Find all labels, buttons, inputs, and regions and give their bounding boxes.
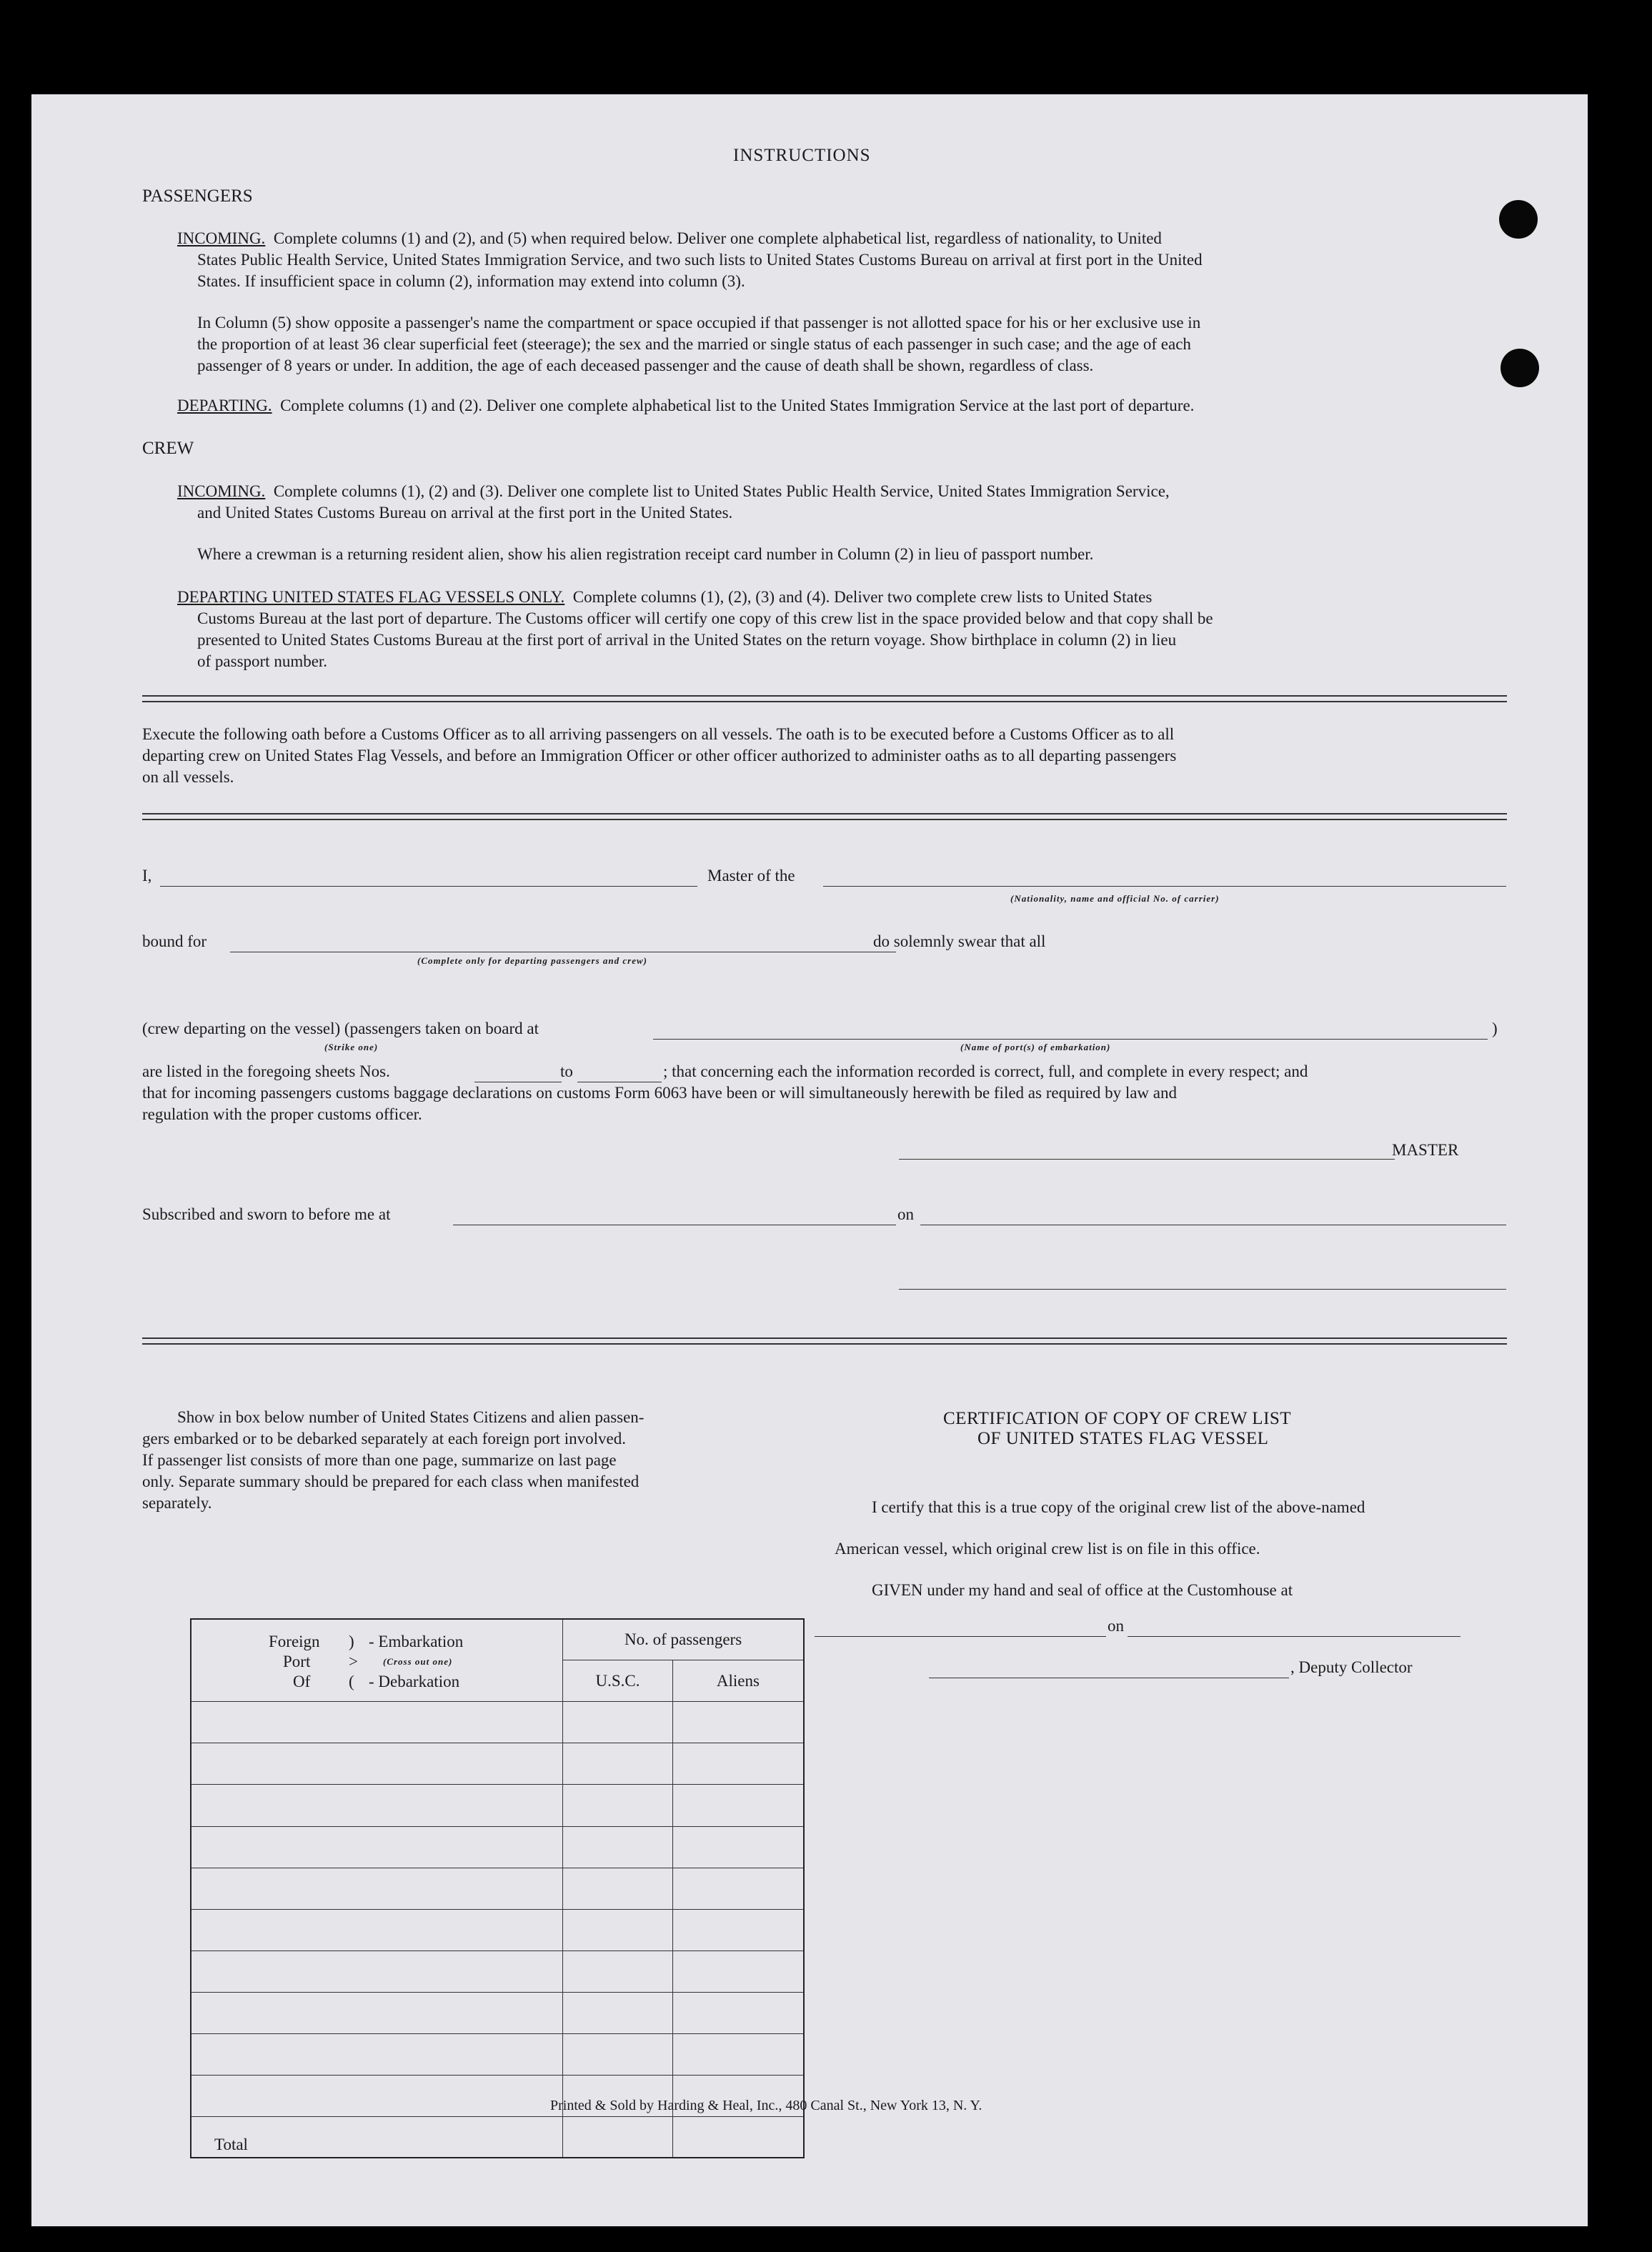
listed-text: ; that concerning each the information recorded is correct, full, and complete in every respect; and — [663, 1062, 1308, 1080]
passengers-incoming-line1 — [177, 227, 1162, 249]
oath-i-label: I, — [142, 867, 152, 885]
usc-cell[interactable] — [563, 1950, 673, 1992]
total-label: Total — [214, 2136, 248, 2153]
page-title: INSTRUCTIONS — [733, 146, 871, 165]
crew-incoming-text1: Complete columns (1), (2) and (3). Deliver one complete list to United States Public Health Service, United States Immigration Service, — [273, 482, 1170, 500]
usc-cell[interactable] — [563, 1909, 673, 1950]
of-label: Of — [293, 1673, 311, 1691]
port-cell[interactable] — [191, 1950, 563, 1992]
punch-hole-bottom — [1501, 349, 1539, 387]
aliens-cell[interactable] — [672, 1950, 804, 1992]
port-cell[interactable] — [191, 1868, 563, 1909]
passengers-incoming-text1: Complete columns (1) and (2), and (5) when required below. Deliver one complete alphabetical list, regardless of nationality, to United — [273, 229, 1162, 247]
foreign-label: Foreign — [269, 1633, 320, 1651]
certification-title-line1: CERTIFICATION OF COPY OF CREW LIST — [943, 1409, 1292, 1428]
master-of-the-label: Master of the — [707, 867, 795, 885]
crew-departing-line4: of passport number. — [197, 652, 328, 670]
crew-departing-line2: Customs Bureau at the last port of departure. The Customs officer will certify one copy of this crew list in the space provided below and that copy shall be — [197, 609, 1213, 627]
crew-departing-line1 — [177, 586, 1152, 608]
no-of-passengers-label: No. of passengers — [624, 1630, 742, 1649]
bound-for-label: bound for — [142, 932, 207, 950]
passengers-column5-line1: In Column (5) show opposite a passenger's name the compartment or space occupied if that passenger is not allotted space for his or her exclusive use in — [197, 314, 1201, 332]
port-cell[interactable] — [191, 1785, 563, 1826]
usc-cell[interactable] — [563, 1743, 673, 1785]
cert-date-field[interactable] — [1128, 1636, 1461, 1637]
table-row — [191, 1702, 804, 1743]
complete-only-caption: (Complete only for departing passengers and crew) — [417, 955, 647, 966]
aliens-header — [672, 1660, 804, 1702]
master-signature-field[interactable] — [899, 1159, 1395, 1160]
ports-field[interactable] — [653, 1039, 1488, 1040]
sworn-on-label: on — [897, 1205, 914, 1223]
crew-resident-text: Where a crewman is a returning resident alien, show his alien registration receipt card number in Column (2) in lieu of passport number. — [197, 545, 1094, 563]
summary-intro-line2: gers embarked or to be debarked separately at each foreign port involved. — [142, 1430, 626, 1448]
officer-signature-field[interactable] — [899, 1289, 1506, 1290]
strike-one-caption: (Strike one) — [324, 1042, 379, 1052]
deputy-collector-label: , Deputy Collector — [1290, 1658, 1413, 1676]
divider-1b — [142, 701, 1507, 702]
certify-line2: American vessel, which original crew list is on file in this office. — [835, 1540, 1260, 1558]
port-cell[interactable] — [191, 1702, 563, 1743]
brace-bottom: ( — [349, 1673, 354, 1691]
summary-intro-line4: only. Separate summary should be prepared for each class when manifested — [142, 1473, 640, 1490]
crew-incoming-line1 — [177, 480, 1170, 502]
table-row — [191, 1743, 804, 1785]
certification-title-line2: OF UNITED STATES FLAG VESSEL — [977, 1429, 1269, 1448]
aliens-cell[interactable] — [672, 1743, 804, 1785]
usc-header — [563, 1660, 673, 1702]
embarkation-label: - Embarkation — [369, 1633, 464, 1651]
listed-line3: regulation with the proper customs officer. — [142, 1105, 422, 1123]
passengers-departing-label: DEPARTING. — [177, 397, 272, 414]
oath-intro-line2: departing crew on United States Flag Vessels, and before an Immigration Officer or other officer authorized to administer oaths as to all departing passengers — [142, 747, 1177, 764]
port-cell[interactable] — [191, 1743, 563, 1785]
cross-out-caption: (Cross out one) — [383, 1656, 453, 1668]
divider-3a — [142, 1337, 1507, 1339]
oath-intro-line3: on all vessels. — [142, 768, 234, 786]
punch-hole-top — [1499, 200, 1538, 239]
listed-label: are listed in the foregoing sheets Nos. — [142, 1062, 390, 1080]
cert-on-label: on — [1108, 1617, 1124, 1635]
listed-to-label: to — [560, 1062, 573, 1080]
ports-caption: (Name of port(s) of embarkation) — [960, 1042, 1111, 1052]
divider-1a — [142, 695, 1507, 697]
passenger-summary-table — [190, 1618, 805, 2158]
crew-heading: CREW — [142, 439, 194, 458]
document-page — [31, 94, 1588, 2226]
aliens-cell[interactable] — [672, 1826, 804, 1868]
crew-departing-label: DEPARTING UNITED STATES FLAG VESSELS ONLY. — [177, 588, 565, 606]
table-row — [191, 1868, 804, 1909]
passengers-column5-line2: the proportion of at least 36 clear superficial feet (steerage); the sex and the married or single status of each passenger in such case; and the age of each — [197, 335, 1191, 353]
port-cell[interactable] — [191, 1992, 563, 2033]
aliens-cell[interactable] — [672, 2034, 804, 2076]
passengers-incoming-line3: States. If insufficient space in column (2), information may extend into column (3). — [197, 272, 745, 290]
passengers-departing-text: Complete columns (1) and (2). Deliver one complete alphabetical list to the United States Immigration Service at the last port of departure. — [280, 397, 1195, 414]
total-cell — [191, 2117, 563, 2158]
port-label: Port — [283, 1653, 311, 1671]
port-cell[interactable] — [191, 1909, 563, 1950]
debarkation-label: - Debarkation — [369, 1673, 460, 1691]
listed-line2: that for incoming passengers customs baggage declarations on customs Form 6063 have been or will simultaneously herewith be filed as required by law and — [142, 1084, 1178, 1102]
usc-cell[interactable] — [563, 1992, 673, 2033]
aliens-cell[interactable] — [672, 1702, 804, 1743]
crew-departing-line3: presented to United States Customs Bureau at the first port of arrival in the United States on the return voyage. Show birthplace in column (2) in lieu — [197, 631, 1177, 649]
usc-cell[interactable] — [563, 1826, 673, 1868]
aliens-cell[interactable] — [672, 1785, 804, 1826]
total-row — [191, 2117, 804, 2158]
swear-text: do solemnly swear that all — [873, 932, 1046, 950]
usc-cell[interactable] — [563, 2034, 673, 2076]
summary-intro-line1: Show in box below number of United States Citizens and alien passen- — [177, 1408, 645, 1426]
subscribed-label: Subscribed and sworn to before me at — [142, 1205, 391, 1223]
passengers-heading: PASSENGERS — [142, 186, 253, 206]
no-of-passengers-header — [563, 1619, 804, 1660]
carrier-field[interactable] — [823, 886, 1506, 887]
customhouse-field[interactable] — [815, 1636, 1106, 1637]
aliens-cell[interactable] — [672, 1909, 804, 1950]
port-cell[interactable] — [191, 2034, 563, 2076]
given-text: GIVEN under my hand and seal of office at the Customhouse at — [872, 1581, 1293, 1599]
master-name-field[interactable] — [160, 886, 697, 887]
summary-intro-line3: If passenger list consists of more than one page, summarize on last page — [142, 1451, 617, 1469]
aliens-cell[interactable] — [672, 1868, 804, 1909]
summary-intro-line5: separately. — [142, 1494, 212, 1512]
crew-incoming-label: INCOMING. — [177, 482, 266, 500]
table-row — [191, 1909, 804, 1950]
divider-2a — [142, 813, 1507, 814]
table-row — [191, 1826, 804, 1868]
passengers-departing — [177, 394, 1194, 417]
usc-label: U.S.C. — [595, 1671, 640, 1690]
table-row — [191, 2034, 804, 2076]
nationality-caption: (Nationality, name and official No. of carrier) — [1010, 893, 1220, 904]
crew-incoming-line2: and United States Customs Bureau on arrival at the first port in the United States. — [197, 504, 733, 522]
aliens-cell[interactable] — [672, 1992, 804, 2033]
oath-intro-line1: Execute the following oath before a Customs Officer as to all arriving passengers on all vessels. The oath is to be executed before a Customs Officer as to all — [142, 725, 1175, 743]
aliens-label: Aliens — [716, 1671, 760, 1690]
passengers-incoming-line2: States Public Health Service, United States Immigration Service, and two such lists to United States Customs Bureau on arrival at first port in the United — [197, 251, 1203, 269]
usc-cell[interactable] — [563, 1702, 673, 1743]
total-aliens-cell[interactable] — [672, 2117, 804, 2158]
divider-3b — [142, 1343, 1507, 1345]
foreign-port-header — [191, 1619, 563, 1702]
passengers-column5-line3: passenger of 8 years or under. In addition, the age of each deceased passenger and the cause of death shall be shown, regardless of class. — [197, 357, 1094, 374]
table-row — [191, 1992, 804, 2033]
usc-cell[interactable] — [563, 1868, 673, 1909]
port-cell[interactable] — [191, 2076, 563, 2117]
master-label: MASTER — [1392, 1141, 1459, 1159]
usc-cell[interactable] — [563, 1785, 673, 1826]
printer-footer: Printed & Sold by Harding & Heal, Inc., 480 Canal St., New York 13, N. Y. — [550, 2098, 982, 2113]
divider-2b — [142, 819, 1507, 820]
crew-departing-text1: Complete columns (1), (2), (3) and (4). Deliver two complete crew lists to United States — [572, 588, 1153, 606]
brace-top: ) — [349, 1633, 354, 1651]
passengers-incoming-label: INCOMING. — [177, 229, 266, 247]
certify-line1: I certify that this is a true copy of the original crew list of the above-named — [872, 1498, 1365, 1516]
brace-mid: > — [349, 1653, 358, 1671]
crew-departing-vessel: (crew departing on the vessel) (passengers taken on board at — [142, 1020, 539, 1037]
close-paren: ) — [1492, 1020, 1498, 1037]
table-row — [191, 1950, 804, 1992]
table-row — [191, 1785, 804, 1826]
total-usc-cell[interactable] — [563, 2117, 673, 2158]
port-cell[interactable] — [191, 1826, 563, 1868]
